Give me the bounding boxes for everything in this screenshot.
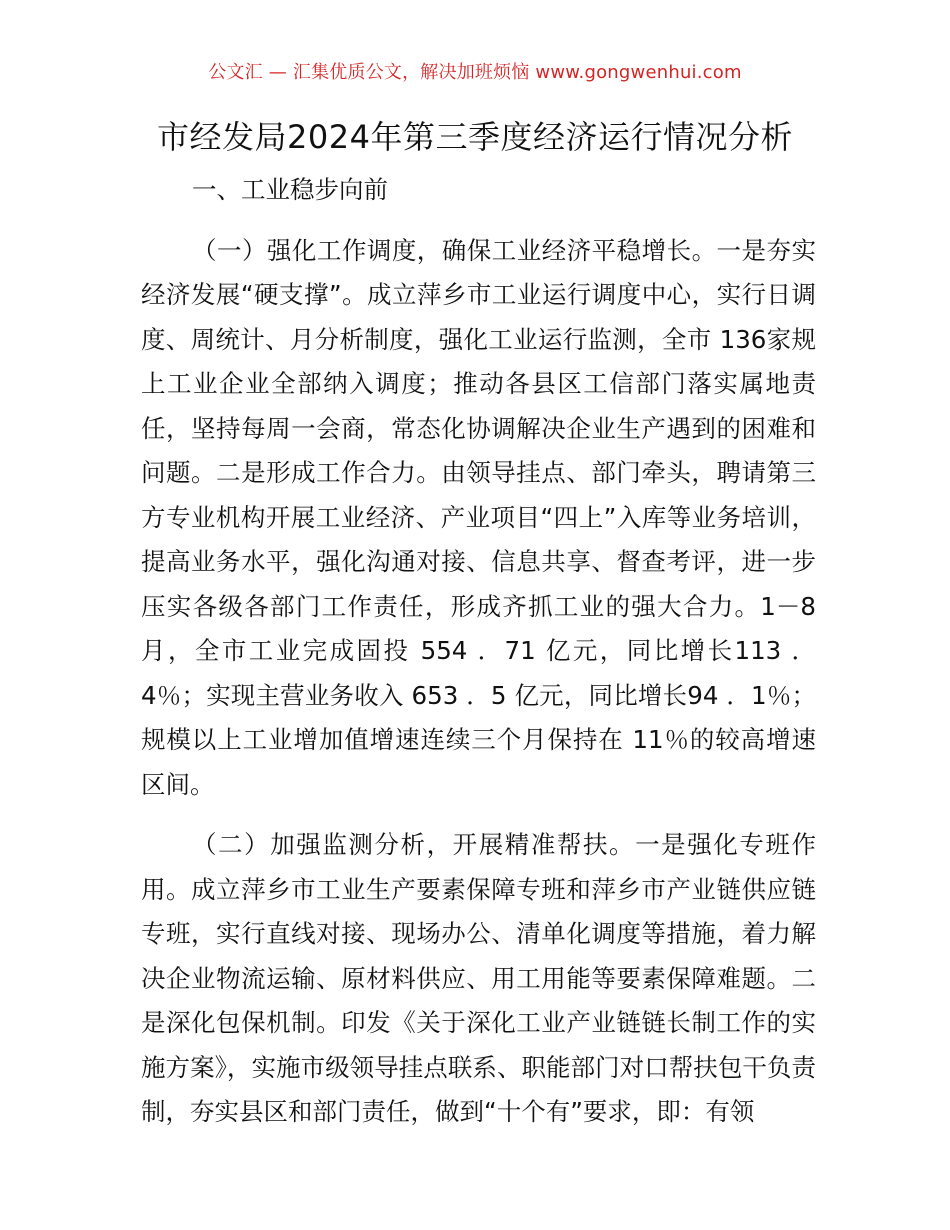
body-paragraph-2: （二）加强监测分析，开展精准帮扶。一是强化专班作用。成立萍乡市工业生产要素保障专班和萍乡市产业链供应链专班，实行直线对接、现场办公、清单化调度等措施，着力解决企业物流运输、原材料供应、用工用能等要素保障难题。二是深化包保机制。印发《关于深化工业产业链链长制工作的实施方案》，实施市级领导挂点联系、职能部门对口帮扶包干负责制，夯实县区和部门责任，做到“十个有”要求，即：有领 [141, 830, 816, 1126]
document-body [141, 168, 816, 1135]
section-heading: 一、工业稳步向前 [192, 175, 388, 204]
body-paragraph-1: （一）强化工作调度，确保工业经济平稳增长。一是夯实经济发展“硬支撑”。成立萍乡市工业运行调度中心，实行日调度、周统计、月分析制度，强化工业运行监测，全市 136家规上工业企业全部纳入调度；推动各县区工信部门落实属地责任，坚持每周一会商，常态化协调解决企业生产遇到的困难和问题。二是形成工作合力。由领导挂点、部门牵头，聘请第三方专业机构开展工业经济、产业项目“四上”入库等业务培训，提高业务水平，强化沟通对接、信息共享、督查考评，进一步压实各级各部门工作责任，形成齐抓工业的强大合力。1－8 月，全市工业完成固投 554 ．71 亿元，同比增长113 ．4％；实现主营业务收入 653 ．5 亿元，同比增长94 ．1％；规模以上工业增加值增速连续三个月保持在 11％的较高增速区间。 [141, 235, 816, 799]
document-title: 市经发局2024年第三季度经济运行情况分析 [157, 118, 793, 156]
watermark-header: 公文汇 — 汇集优质公文，解决加班烦恼 www.gongwenhui.com [208, 62, 742, 83]
